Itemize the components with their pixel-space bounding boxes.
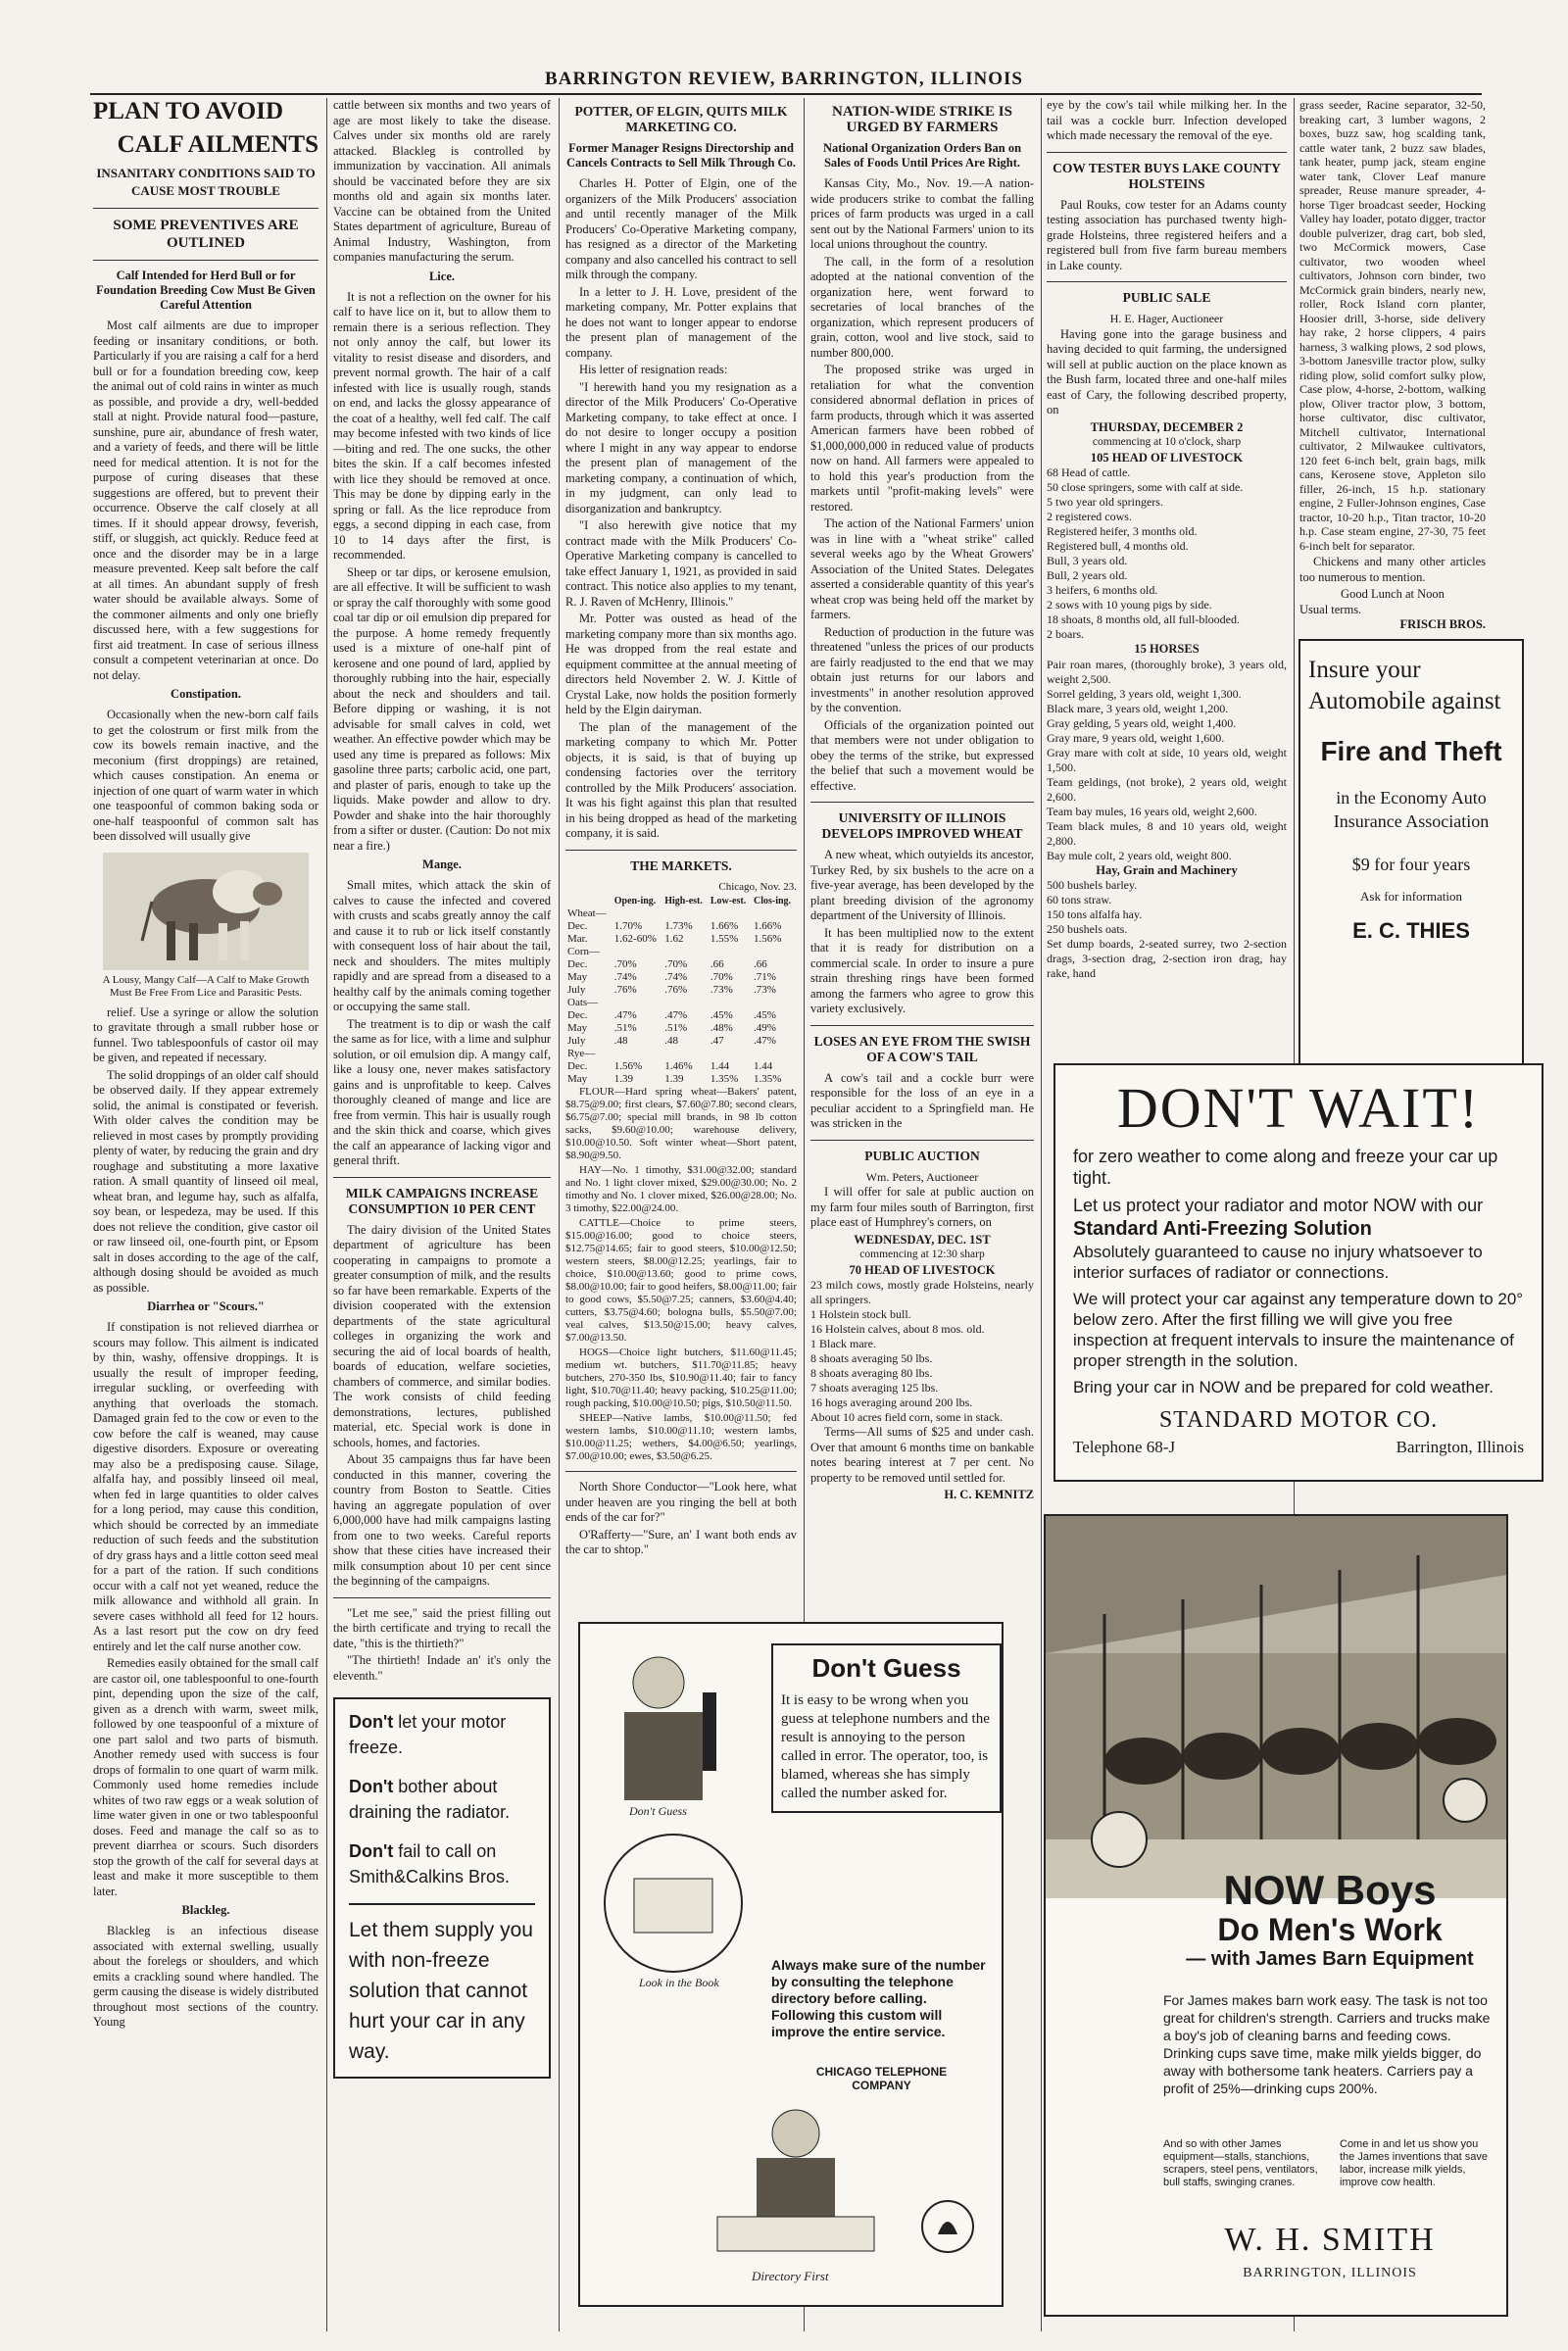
james-barn-ad	[1044, 1514, 1508, 2317]
milk-paragraph: The dairy division of the United States department of agriculture has been cooperating in campaigns to promote a greater consumption of milk, and the results so far have been remarkable. Experts of the division cooperated with the extension departments of the state agricultural colleges in organizing the work and securing the aid of local boards of health, boards of education, welfare societies, chambers of commerce, and similar bodies. The work consists of child feeding demonstrations, lectures, published material, etc. Special work is done in schools, homes, and factories.	[333, 1222, 551, 1449]
list-item: 23 milch cows, mostly grade Holsteins, nearly all springers.	[810, 1278, 1034, 1306]
list-item: Pair roan mares, (thoroughly broke), 3 years old, weight 2,500.	[1047, 657, 1287, 686]
thies-price: $9 for four years	[1351, 855, 1471, 874]
mange-head: Mange.	[422, 857, 462, 871]
potter-paragraph: The plan of the management of the marketing company to which Mr. Potter objects, it is said, is that of buying up condensing factories over the territory controlled by the Milk Producers' association. It was his fight against this plan that resulted in his being dropped as head of the marketing company, it is said.	[565, 719, 797, 840]
table-cell: .70%	[613, 958, 637, 970]
telephone-company: CHICAGO TELEPHONE COMPANY	[815, 2065, 948, 2092]
list-item: Gray mare, 9 years old, weight 1,600.	[1047, 730, 1225, 745]
calf-paragraph: Occasionally when the new-born calf fails to get the colostrum or first milk from the cow its bowels remain inactive, and the meconium (first droppings) are retained, which causes constipation. An enema or injection of one quart of warm water in which one teaspoonful of common baking soda or one-half teaspoonful of common salt has been dissolved will usually give	[93, 708, 318, 843]
table-row	[565, 907, 797, 920]
markets-col-header: Open-ing.	[613, 896, 657, 906]
potter-paragraph: "I also herewith give notice that my contract made with the Milk Producers' Co-Operative Marketing company is cancelled to take effect January 1, 1921, as provided in said contract. This notice also applies to my tenant, R. J. Raven of McHenry, Illinois."	[565, 518, 797, 609]
list-item: Bull, 3 years old.	[1047, 554, 1128, 567]
peters-terms: Terms—All sums of $25 and under cash. Over that amount 6 months time on bankable notes bearing interest at 7 per cent. No property to be removed until settled for.	[810, 1425, 1034, 1485]
strike-paragraph: Officials of the organization pointed out that members were not under obligation to obey the terms of the strike, but expressed the belief that such a movement would be effective.	[810, 717, 1034, 793]
table-cell: .76%	[664, 984, 688, 996]
calf-article	[93, 98, 318, 2331]
list-item: Bull, 2 years old.	[1047, 568, 1128, 582]
standard-motor-ad	[1054, 1063, 1544, 1482]
table-cell: 1.39	[664, 1073, 684, 1085]
table-cell: .66	[710, 958, 724, 970]
smith-calkins-ad: Don't let your motor freeze. Don't bother about draining the radiator. Don't fail to call on Smith&Calkins Bros. Let them supply you with non-freeze solution that cannot hurt your car in any way.	[333, 1697, 551, 2079]
milk-paragraph: About 35 campaigns thus far have been conducted in this manner, covering the country from Boston to Seattle. Cities having an aggregate population of over 6,000,000 have had milk campaigns lasting from one to two weeks. Careful reports show that these cities have increased their milk consumption about 10 per cent since the beginning of the campaigns.	[333, 1452, 551, 1588]
strike-subhead: National Organization Orders Ban on Sales of Foods Until Prices Are Right.	[822, 141, 1022, 170]
calf-caption: A Lousy, Mangy Calf—A Calf to Make Growth Must Be Free From Lice and Parasitic Pests.	[102, 973, 310, 999]
standard-line-5: We will protect your car against any temperature down to 20° below zero. After the first filling we will give you free inspection at frequent intervals to insure the maintenance of proper strength in the solution.	[1073, 1290, 1524, 1370]
standard-name: STANDARD MOTOR CO.	[1158, 1407, 1439, 1433]
table-cell: Rye—	[567, 1048, 596, 1059]
table-row	[565, 1035, 797, 1048]
table-cell	[752, 907, 797, 920]
calf-paragraph: It is not a reflection on the owner for his calf to have lice on it, but to allow them to remain there is a serious reflection. They not only annoy the calf, but lower its vitality to resist disease and disorders, and prevent normal growth. The hair of a calf infested with lice is usually rough, stands on end, and lacks the glossy appearance of the coat of a healthy, well fed calf. The calf may become infested with two kinds of lice—biting and red. The one sucks, the other bites the skin. If a calf becomes infested with lice they should be removed at once. This may be done by dipping early in the spring or fall. As the lice reproduce from eggs, a second dipping in each case, from 10 to 14 days after the first, is recommended.	[333, 289, 551, 562]
smith-calkins-pitch: Let them supply you with non-freeze solution that cannot hurt your car in any way.	[349, 1903, 535, 2067]
table-cell: Dec.	[567, 920, 588, 932]
list-item: Team black mules, 8 and 10 years old, weight 2,800.	[1047, 818, 1287, 848]
hager-hay-head: Hay, Grain and Machinery	[1096, 862, 1238, 877]
table-cell: 1.56%	[613, 1060, 643, 1072]
table-cell: Dec.	[567, 958, 588, 970]
table-cell: July	[567, 984, 586, 996]
directory-illustration	[590, 1825, 757, 1991]
table-cell: .66	[753, 958, 767, 970]
potter-paragraph: Mr. Potter was ousted as head of the marketing company more than six months ago. He was dropped from the real estate and equipment committee at the annual meeting of directors held November 2. W. J. Kittle of Crystal Lake, now holds the position formerly held by the Elgin dairyman.	[565, 612, 797, 716]
table-row	[565, 1048, 797, 1060]
thies-line-1: Insure your Automobile against	[1308, 657, 1501, 714]
markets-paragraph: HOGS—Choice light butchers, $11.60@11.45; medium wt. butchers, $11.70@11.85; heavy butchers, 270-350 lbs, $10.90@11.40; fair to fancy light, $10.70@11.40; heavy packing, $10.25@11.00; rough packing, $10.00@10.50; pigs, $10.50@11.50.	[565, 1347, 797, 1409]
table-cell	[709, 907, 752, 920]
hager-time: commencing at 10 o'clock, sharp	[1092, 436, 1242, 448]
potter-head: POTTER, OF ELGIN, QUITS MILK MARKETING CO.	[574, 104, 788, 134]
eye-paragraph: A cow's tail and a cockle burr were responsible for the loss of an eye in a peculiar accident to a Springfield man. He was stricken in the	[810, 1070, 1034, 1130]
list-item: 50 close springers, some with calf at side.	[1047, 480, 1244, 494]
peters-auctioneer: Wm. Peters, Auctioneer	[865, 1169, 979, 1184]
calf-paragraph: relief. Use a syringe or allow the solution to gravitate through a small rubber hose or funnel. Two tablespoonfuls of castor oil may be given, and repeated if necessary.	[93, 1004, 318, 1064]
masthead-rule	[90, 93, 1482, 95]
list-item: 68 Head of cattle.	[1047, 465, 1131, 479]
telephone-caption-1: Don't Guess	[629, 1804, 687, 1818]
james-dealer-name: W. H. SMITH	[1224, 2222, 1436, 2258]
telephone-ad-text-box	[771, 1643, 1002, 1813]
telephone-ad-paragraph-2: Always make sure of the number by consulting the telephone directory before calling. Following this custom will improve the entire service.	[771, 1957, 986, 2039]
table-cell: .47%	[753, 1035, 776, 1047]
table-row	[565, 958, 797, 971]
telephone-ad-paragraph-1: It is easy to be wrong when you guess at telephone numbers and the result is annoying to the person called in error. The operator, too, is blamed, whereas she has simply called the number asked for.	[781, 1692, 990, 1801]
markets-col-header	[565, 895, 612, 907]
column-rule	[1041, 98, 1042, 2331]
joke-paragraph: "Let me see," said the priest filling out the birth certificate and trying to recall the date, "this is the thirtieth?"	[333, 1605, 551, 1650]
list-item: 150 tons alfalfa hay.	[1047, 907, 1143, 921]
peters-date: WEDNESDAY, DEC. 1ST	[854, 1232, 991, 1247]
calf-paragraph: Sheep or tar dips, or kerosene emulsion, are all effective. It will be sufficient to wash or spray the calf thoroughly with some good coal tar dip or oil emulsion dip prepared for the purpose. A home remedy frequently used is a mixture of one-half pint of kerosene and one pound of lard, applied by thoroughly rubbing into the hair, especially about the neck and shoulders and tail. Before dipping or washing, it is not advisable for small calves in cold, wet weather. An effective powder which may be used any time is prepared as follows: Mix gasoline three parts; carbolic acid, one part, and plaster of paris, enough to take up the liquids. Make powder and allow to dry. Powder and shake into the hair thoroughly from a sifter or duster. (Caution: Do not mix near a fire.)	[333, 564, 551, 853]
hager-terms: Usual terms.	[1299, 602, 1362, 616]
eye-head: LOSES AN EYE FROM THE SWISH OF A COW'S TAIL	[813, 1033, 1031, 1064]
table-cell: Wheat—	[567, 907, 607, 919]
hager-horse-list	[1047, 658, 1287, 863]
standard-contact	[1073, 1438, 1524, 1457]
james-paragraph-3: Come in and let us show you the James inventions that save labor, increase milk yields, improve cow health.	[1340, 2138, 1489, 2188]
table-cell: May	[567, 1073, 588, 1085]
list-item: 2 sows with 10 young pigs by side.	[1047, 598, 1212, 612]
table-row	[565, 984, 797, 997]
peters-livestock: 70 HEAD OF LIVESTOCK	[849, 1262, 996, 1277]
list-item: Team geldings, (not broke), 2 years old, weight 2,600.	[1047, 774, 1287, 804]
hager-auctioneer: H. E. Hager, Auctioneer	[1109, 312, 1224, 325]
barn-interior-illustration	[1046, 1516, 1506, 1898]
calf-paragraph: The solid droppings of an older calf should be observed daily. If they appear extremely solid, the animal is constipated or feverish. With older calves the condition may be relieved in most cases by promptly providing plenty of water, by reducing the grain and dry roughage and substituting a more laxative ration. A small quantity of linseed oil meal, wheat bran, and legume hay, such as alfalfa, soy bean, or lespedeza, may be used. If this does not relieve the condition, give castor oil or raw linseed oil, one-fourth pint, or Epsom salt in doses according to the age of the calf, although dosing should be avoided as much as possible.	[93, 1067, 318, 1295]
strike-paragraph: The call, in the form of a resolution adopted at the national convention of the organization here, went forward to secretaries of local branches of the organization, which represent producers of grain, cotton, wool and live stock, said to number 800,000.	[810, 254, 1034, 360]
table-row	[565, 1060, 797, 1073]
table-cell: .71%	[753, 971, 776, 983]
table-cell: 1.62	[664, 933, 684, 945]
peters-owner: H. C. KEMNITZ	[944, 1488, 1034, 1501]
table-cell	[752, 1048, 797, 1060]
hager-date: THURSDAY, DECEMBER 2	[1090, 419, 1244, 434]
potter-paragraph: His letter of resignation reads:	[579, 363, 728, 376]
table-cell: .47%	[664, 1009, 688, 1021]
table-row	[565, 971, 797, 984]
standard-title: DON'T WAIT!	[1116, 1076, 1481, 1140]
table-cell: 1.56%	[753, 933, 782, 945]
table-cell: .74%	[664, 971, 688, 983]
table-cell: 1.55%	[710, 933, 739, 945]
markets-paragraph: CATTLE—Choice to prime steers, $15.00@16.00; good to choice steers, $12.75@14.65; fair to good steers, $10.00@12.50; western steers, $8.00@12.25; yearlings, fair to choice, $10.00@13.60; good to prime cows, $8.00@10.00; fair to good heifers, $8.00@11.00; fair to good cows, $5.50@7.25; canners, $3.60@4.40; cutters, $3.75@4.60; bologna bulls, $5.50@7.00; veal calves, $13.50@15.00; heavy calves, $7.00@13.50.	[565, 1217, 797, 1344]
table-cell	[709, 946, 752, 958]
calf-paragraph: Small mites, which attack the skin of calves to cause the infected and covered with crusts and scabs greatly annoy the calf and cause it to rub or lick itself constantly with consequent loss of hair about the tail, neck and shoulders. The mites multiply rapidly and are spread from a diseased to a healthy calf by the animals coming together or occupying the same stall.	[333, 878, 551, 1013]
peters-item-list	[810, 1278, 1034, 1425]
column-rule	[559, 98, 560, 2331]
thies-ask: Ask for information	[1360, 889, 1462, 904]
table-cell: 1.66%	[710, 920, 739, 932]
standard-phone: Telephone 68-J	[1073, 1438, 1176, 1456]
eye-continued: eye by the cow's tail while milking her. In the tail was a cockle burr. Infection developed which made necessary the removal of the eye.	[1047, 98, 1287, 142]
table-cell: .51%	[664, 1022, 688, 1034]
hager-lunch: Good Lunch at Noon	[1341, 587, 1445, 601]
list-item: 250 bushels oats.	[1047, 922, 1128, 936]
hager-sale-head: PUBLIC SALE	[1122, 290, 1211, 305]
table-cell	[662, 1048, 709, 1060]
markets-col-header: Low-est.	[710, 896, 747, 906]
table-cell: .51%	[613, 1022, 637, 1034]
table-cell	[662, 997, 709, 1009]
telephone-ad	[578, 1622, 1004, 2307]
table-row	[565, 1009, 797, 1022]
hager-paragraph: Having gone into the garage business and having decided to quit farming, the undersigned will sell at public auction on the place known as the Bush farm, located three and one-half miles east of Cary, the following described property, on	[1047, 326, 1287, 416]
thies-line-3: in the Economy Auto Insurance Association	[1333, 788, 1490, 831]
list-item: Bay mule colt, 2 years old, weight 800.	[1047, 848, 1232, 862]
table-cell: 1.35%	[753, 1073, 782, 1085]
calf-title-2: CALF AILMENTS	[117, 131, 318, 158]
table-cell	[709, 1048, 752, 1060]
list-item: Gray gelding, 5 years old, weight 1,400.	[1047, 715, 1237, 730]
strike-paragraph: The action of the National Farmers' union was in line with a "wheat strike" called several weeks ago by the Wheat Growers' Association of the United States. Delegates asserted a considerable quantity of this year's wheat crop was being held off the market by farmers.	[810, 516, 1034, 621]
table-cell: .73%	[710, 984, 733, 996]
telephone-man-illustration	[580, 1624, 757, 1820]
hager-continued: grass seeder, Racine separator, 32-50, breaking cart, 3 lumber wagons, 2 boxes, buzz saw, hog scalding tank, cattle water tank, 2 buzz saw blades, tank heater, pump jack, steam engine water tank, Clover Leaf manure spreader, Reuse manure spreader, 4-horse Tiger broadcast seeder, Hocking Valley hay loader, potato digger, tractor double pulverizer, drag cart, bob sled, two McCormick mowers, Case cultivator, two wooden wheel cultivators, Johnson corn binder, two McCormick grain binders, nearly new, roller, Rock Island corn planter, Hoosier drill, 3-horse, side delivery hay rake, 2 horse clippers, 4 pairs harness, 3 walking plows, 2 sod plows, 3-bottom Janesville tractor plow, sulky riding plow, solid comfort sulky plow, Case plow, 4-horse, 2-bottom, walking plow, Oliver tractor plow, 3 bottom, horse cultivator, disc cultivator, Mitchell cultivator, International cultivator, 2 Milwaukee cultivators, 120 feet 6-inch belt, grain bags, milk cans, Kerosene stove, Appleton silo filler, 26-inch, 15 h.p. stationary engine, 2 Fuller-Johnson engines, Case tractor, 10-20 h.p., Titan tractor, 10-20 h.p. Case steam engine, 27-30, 75 feet 6-inch belt for separator.	[1299, 98, 1486, 553]
table-cell	[752, 997, 797, 1009]
peters-time: commencing at 12:30 sharp	[859, 1249, 985, 1260]
list-item: 7 shoats averaging 125 lbs.	[810, 1381, 939, 1395]
wheat-paragraph: It has been multiplied now to the extent that it is ready for distribution on a commercial scale. In order to insure a pure strain threshing rings have been formed among the farmers who agree to grow this variety exclusively.	[810, 925, 1034, 1015]
james-title-2: Do Men's Work	[1217, 1912, 1443, 1947]
table-cell: Dec.	[567, 1060, 588, 1072]
table-cell	[612, 997, 662, 1009]
markets-col-header: Clos-ing.	[753, 896, 792, 906]
list-item: Black mare, 3 years old, weight 1,200.	[1047, 701, 1229, 715]
markets-paragraph: HAY—No. 1 timothy, $31.00@32.00; standard and No. 1 light clover mixed, $29.00@30.00; No. 2 timothy and No. 1 clover mixed, $26.00@28.00; No. 3 timothy, $22.00@24.00.	[565, 1164, 797, 1214]
list-item: Team bay mules, 16 years old, weight 2,600.	[1047, 804, 1257, 818]
standard-line-3: Standard Anti-Freezing Solution	[1073, 1218, 1372, 1240]
table-cell: 1.70%	[613, 920, 643, 932]
table-cell: .74%	[613, 971, 637, 983]
markets-head: THE MARKETS.	[630, 857, 732, 873]
column-rule	[326, 98, 327, 2331]
table-row	[565, 920, 797, 933]
table-row	[565, 946, 797, 958]
hager-cattle-head: 105 HEAD OF LIVESTOCK	[1090, 450, 1244, 465]
column-5	[1047, 98, 1287, 1018]
standard-line-2: Let us protect your radiator and motor NOW with our	[1073, 1196, 1484, 1215]
table-cell: 1.39	[613, 1073, 634, 1085]
blackleg-head: Blackleg.	[181, 1903, 230, 1917]
bell-logo-icon	[918, 2197, 977, 2256]
telephone-ad-title: Don't Guess	[811, 1653, 961, 1683]
list-item: Gray mare with colt at side, 10 years old, weight 1,500.	[1047, 745, 1287, 774]
calf-paragraph: Blackleg is an infectious disease associated with external swelling, usually about the forelegs or shoulders, and which emits a crackling sound where handled. The germ causing the disease is widely distributed throughout most sections of the country. Young	[93, 1924, 318, 2029]
james-headline	[1163, 1869, 1496, 1971]
table-cell: .45%	[710, 1009, 733, 1021]
hager-horses-head: 15 HORSES	[1134, 642, 1200, 656]
list-item: 8 shoats averaging 80 lbs.	[810, 1366, 933, 1380]
milk-campaign-head: MILK CAMPAIGNS INCREASE CONSUMPTION 10 PER CENT	[345, 1185, 539, 1216]
column-2	[333, 98, 551, 2331]
standard-line-6: Bring your car in NOW and be prepared for cold weather.	[1073, 1378, 1494, 1396]
table-cell: Dec.	[567, 1009, 588, 1021]
table-cell: .48	[613, 1035, 628, 1047]
calf-paragraph: The treatment is to dip or wash the calf the same as for lice, with a lime and sulphur solution, or oil emulsion dip. A mangy calf, like a lousy one, never makes satisfactory gains and is unprofitable to keep. Calves thoroughly cleaned of mange and lice are free from vermin. This hair is usually rough and the skin thick and coarse, which gives the calf an appearance of lacking vigor and general thrift.	[333, 1016, 551, 1167]
standard-line-1: for zero weather to come along and freeze your car up tight.	[1073, 1147, 1498, 1188]
directory-reader-illustration	[698, 2094, 894, 2290]
table-cell: Corn—	[567, 946, 600, 957]
james-title-1: NOW Boys	[1223, 1867, 1437, 1913]
table-cell: .48%	[710, 1022, 733, 1034]
table-row	[565, 1022, 797, 1035]
calf-continued: cattle between six months and two years of age are most likely to take the disease. Calves under six months old are rarely attacked. Blackleg is controlled by immunization by vaccination. All animals should be vaccinated before they are six months old and again six months later. Vaccine can be obtained from the United States department of agriculture, Bureau of Animal Industry, Washington, from companies manufacturing the serum.	[333, 98, 551, 264]
table-cell: Mar.	[567, 933, 588, 945]
list-item: 1 Holstein stock bull.	[810, 1307, 911, 1321]
table-cell	[662, 907, 709, 920]
table-cell: July	[567, 1035, 586, 1047]
james-dealer-town: BARRINGTON, ILLINOIS	[1243, 2266, 1417, 2280]
standard-line-4: Absolutely guaranteed to cause no injury whatsoever to interior surfaces of radiator or connections.	[1073, 1243, 1483, 1282]
potter-paragraph: In a letter to J. H. Love, president of the marketing company, Mr. Potter explains that he does not want to longer appear to endorse the present plan of management of the company.	[565, 284, 797, 360]
table-cell: 1.35%	[710, 1073, 739, 1085]
constipation-head: Constipation.	[171, 687, 241, 701]
calf-deck-1: INSANITARY CONDITIONS SAID TO CAUSE MOST TROUBLE	[96, 166, 316, 198]
table-cell: 1.44	[710, 1060, 730, 1072]
calf-paragraph: Remedies easily obtained for the small calf are castor oil, one tablespoonful to one-fourth pint, depending upon the size of the calf, given as a drench with warm, sweet milk, followed by one teaspoonful of a mixture of one part salol and two parts of bismuth. Another remedy used with success is four drops of formalin to one quart of warm milk. Commonly used home remedies include whites of two raw eggs or a weak solution of lime water given in one or two tablespoonful doses. Feed and manage the calf so as to prevent diarrhea or scours. Such disorders stop the growth of the calf for several days at least and make it more susceptible to them later.	[93, 1656, 318, 1898]
strike-paragraph: Kansas City, Mo., Nov. 19.—A nation-wide producers strike to combat the falling prices of farm products was urged in a call sent out by the National Farmers' union to its local unions throughout the country.	[810, 176, 1034, 251]
table-cell: .49%	[753, 1022, 776, 1034]
list-item: 2 registered cows.	[1047, 510, 1132, 523]
list-item: 18 shoats, 8 months old, all full-blooded.	[1047, 612, 1240, 626]
markets-dateline: Chicago, Nov. 23.	[718, 880, 797, 893]
table-cell: 1.44	[753, 1060, 773, 1072]
hager-hay-list	[1047, 878, 1287, 981]
table-cell: 1.73%	[664, 920, 693, 932]
table-cell: .45%	[753, 1009, 776, 1021]
table-cell: .73%	[753, 984, 776, 996]
hager-owner: FRISCH BROS.	[1399, 617, 1486, 631]
table-cell	[752, 946, 797, 958]
potter-subhead: Former Manager Resigns Directorship and Cancels Contracts to Sell Milk Through Co.	[566, 141, 796, 170]
calf-subdeck: Calf Intended for Herd Bull or for Foundation Breeding Cow Must Be Given Careful Attention	[96, 269, 316, 312]
calf-deck-2: SOME PREVENTIVES ARE OUTLINED	[113, 218, 299, 251]
strike-paragraph: Reduction of production in the future was threatened "unless the prices of our products are fairly readjusted to the end that we may obtain just returns for our labors and investments" in another resolution approved by the convention.	[810, 624, 1034, 714]
thies-insurance-ad	[1298, 639, 1524, 1082]
wheat-paragraph: A new wheat, which outyields its ancestor, Turkey Red, by six bushels to the acre on a five-year average, has been developed by the plant breeding division of the agronomy department of the University of Illinois.	[810, 848, 1034, 922]
calf-paragraph: Most calf ailments are due to improper feeding or insanitary conditions, or both. Particularly if you are raising a calf for a herd bull or for a foundation breeding cow, keep the animal out of cold rains in winter as much as possible, and provide a dry, well-bedded stall at night. Provide natural food—pasture, sunshine, pure air, abundance of fresh water, and a variety of feeds, and there will be little need for medical attention. It is not for the purpose of curing diseases that these suggestions are offered, but to prevent their occurrence. Observe the calf closely at all times. If it should appear drowsy, feverish, stiff, or sluggish, act quickly. Reduce feed at once and the disorder may be in a large measure prevented. Keep salt before the calf at all times. An abundant supply of fresh water should be available always. Some of the commoner ailments and only one briefly discussed here, with a few suggestions for first aid treatment. In case of serious illness consult a competent veterinarian at once. Do not delay.	[93, 318, 318, 682]
joke-paragraph: North Shore Conductor—"Look here, what under heaven are you ringing the bell at both ends of the car for?"	[565, 1480, 797, 1524]
tester-paragraph: Paul Rouks, cow tester for an Adams county testing association has purchased twenty high-grade Holsteins, three registered heifers and a registered bull from five farm bureau members in Lake county.	[1047, 197, 1287, 272]
calf-illustration	[103, 853, 309, 970]
peters-auction-head: PUBLIC AUCTION	[864, 1148, 980, 1163]
hager-item-list	[1047, 465, 1287, 642]
thies-line-2: Fire and Theft	[1320, 736, 1502, 766]
strike-paragraph: The proposed strike was urged in retaliation for what the convention considered abnormal deflation in prices of farm products, through which it was asserted American farmers have been robbed of $1,000,000,000 in reduced value of products now on hand. All farmers were appealed to to hold this year's production from the markets until "profit-making levels" were restored.	[810, 363, 1034, 514]
table-cell	[662, 946, 709, 958]
table-cell: May	[567, 971, 588, 983]
peters-paragraph: I will offer for sale at public auction on my farm four miles south of Barrington, first place east of Humphrey's corners, on	[810, 1185, 1034, 1229]
table-cell	[612, 946, 662, 958]
telephone-caption-3: Directory First	[752, 2269, 829, 2283]
james-paragraph-1: For James makes barn work easy. The task is not too great for children's strength. Carriers and trucks make a boy's job of cleaning barns and feeding cows. Drinking cups save time, make milk yields bigger, do away with bothersome tank heaters. Carriers pay a profit of 25%—drinking cups 200%.	[1163, 1992, 1491, 2096]
masthead: BARRINGTON REVIEW, BARRINGTON, ILLINOIS	[545, 69, 1023, 89]
markets-paragraph: FLOUR—Hard spring wheat—Bakers' patent, $8.75@9.00; first clears, $7.60@7.80; second clears, $6.75@7.00; special mill brands, in 98 lb cotton sacks, $9.60@10.00; warehouse delivery, $10.00@10.50. Soft winter wheat—Short patent, $8.90@9.50.	[565, 1086, 797, 1161]
table-cell: Oats—	[567, 997, 599, 1008]
list-item: Set dump boards, 2-seated surrey, two 2-section drags, 3-section drag, 2-section iron drag, hay rake, hand	[1047, 937, 1287, 980]
calf-paragraph: If constipation is not relieved diarrhea or scours may follow. This ailment is indicated by thin, washy, offensive droppings. It is usually the result of improper feeding, irregular suckling, or overfeeding with anything that overloads the stomach. Damaged grain fed to the cow or even to the cow before the calf is weaned, may cause digestive disorders. Exposure or overeating may also be a predisposing cause. Silage, alfalfa hay, and possibly linseed oil meal, when fed in large quantities to older calves for a long period, may cause this condition, which should be corrected by an immediate reduction of such feeds and the substitution of dry grass hays and a little cotton seed meal for a part of the ration. If such conditions occur with a calf not yet weaned, reduce the milk allowance and withhold all grain. In severe cases withhold all feed for 12 hours. As a last resort put the cow on dry feed entirely and let the calf nurse another cow.	[93, 1320, 318, 1653]
table-cell	[709, 997, 752, 1009]
thies-name: E. C. THIES	[1352, 918, 1470, 943]
list-item: 16 hogs averaging around 200 lbs.	[810, 1396, 973, 1409]
list-item: 2 boars.	[1047, 627, 1084, 641]
markets-col-header: High-est.	[664, 896, 703, 906]
joke-paragraph: O'Rafferty—"Sure, an' I want both ends av the car to shtop."	[565, 1527, 797, 1556]
standard-town: Barrington, Illinois	[1396, 1438, 1524, 1456]
joke-paragraph: "The thirtieth! Indade an' it's only the eleventh."	[333, 1653, 551, 1683]
james-title-3: — with James Barn Equipment	[1186, 1948, 1474, 1970]
list-item: 5 two year old springers.	[1047, 495, 1163, 509]
potter-paragraph: Charles H. Potter of Elgin, one of the organizers of the Milk Producers' association and until recently manager of the Milk Producers' Co-Operative Marketing company, has resigned as a director of the Marketing company and also cancelled his contract to sell milk through the company.	[565, 176, 797, 281]
james-paragraph-2: And so with other James equipment—stalls, stanchions, scrapers, steel pens, ventilators, bull staffs, swinging cranes.	[1163, 2138, 1318, 2188]
list-item: 3 heifers, 6 months old.	[1047, 583, 1158, 597]
list-item: About 10 acres field corn, some in stack.	[810, 1410, 1004, 1424]
diarrhea-head: Diarrhea or "Scours."	[147, 1299, 265, 1313]
table-cell: .47%	[613, 1009, 637, 1021]
table-cell: .47	[710, 1035, 724, 1047]
table-cell: .76%	[613, 984, 637, 996]
lice-head: Lice.	[428, 269, 456, 283]
list-item: 16 Holstein calves, about 8 mos. old.	[810, 1322, 985, 1336]
table-cell: .70%	[710, 971, 733, 983]
table-cell: 1.46%	[664, 1060, 693, 1072]
table-cell	[612, 1048, 662, 1060]
list-item: 500 bushels barley.	[1047, 878, 1138, 892]
table-row	[565, 1073, 797, 1086]
list-item: Sorrel gelding, 3 years old, weight 1,300.	[1047, 686, 1242, 701]
table-cell	[612, 907, 662, 920]
table-cell: .48	[664, 1035, 678, 1047]
list-item: 1 Black mare.	[810, 1337, 876, 1350]
tester-head: COW TESTER BUYS LAKE COUNTY HOLSTEINS	[1053, 160, 1281, 191]
list-item: 8 shoats averaging 50 lbs.	[810, 1351, 933, 1365]
list-item: 60 tons straw.	[1047, 893, 1112, 906]
potter-paragraph: "I herewith hand you my resignation as a director of the Milk Producers' Co-Operative Marketing company, to take effect at once. I do not desire to longer occupy a position where I might in any way appear to endorse the present plan of management of the marketing company, a continuation of which, in my judgment, can only lead to disorganization and bankruptcy.	[565, 379, 797, 515]
list-item: Registered heifer, 3 months old.	[1047, 524, 1198, 538]
table-row	[565, 933, 797, 946]
table-cell: .70%	[664, 958, 688, 970]
table-cell: 1.66%	[753, 920, 782, 932]
strike-head: NATION-WIDE STRIKE IS URGED BY FARMERS	[832, 104, 1012, 135]
wheat-head: UNIVERSITY OF ILLINOIS DEVELOPS IMPROVED WHEAT	[821, 810, 1023, 841]
list-item: Registered bull, 4 months old.	[1047, 539, 1189, 553]
table-cell: May	[567, 1022, 588, 1034]
markets-paragraph: SHEEP—Native lambs, $10.00@11.50; fed western lambs, $10.00@11.10; western lambs, $10.00@11.25; wethers, $4.00@6.50; yearlings, $7.00@10.00; ewes, $3.50@6.25.	[565, 1412, 797, 1462]
markets-table	[565, 895, 797, 1086]
table-cell: 1.62-60%	[613, 933, 657, 945]
hager-chickens: Chickens and many other articles too numerous to mention.	[1299, 555, 1486, 584]
telephone-caption-2: Look in the Book	[639, 1976, 719, 1989]
table-row	[565, 997, 797, 1009]
calf-title-1: PLAN TO AVOID	[93, 98, 284, 124]
